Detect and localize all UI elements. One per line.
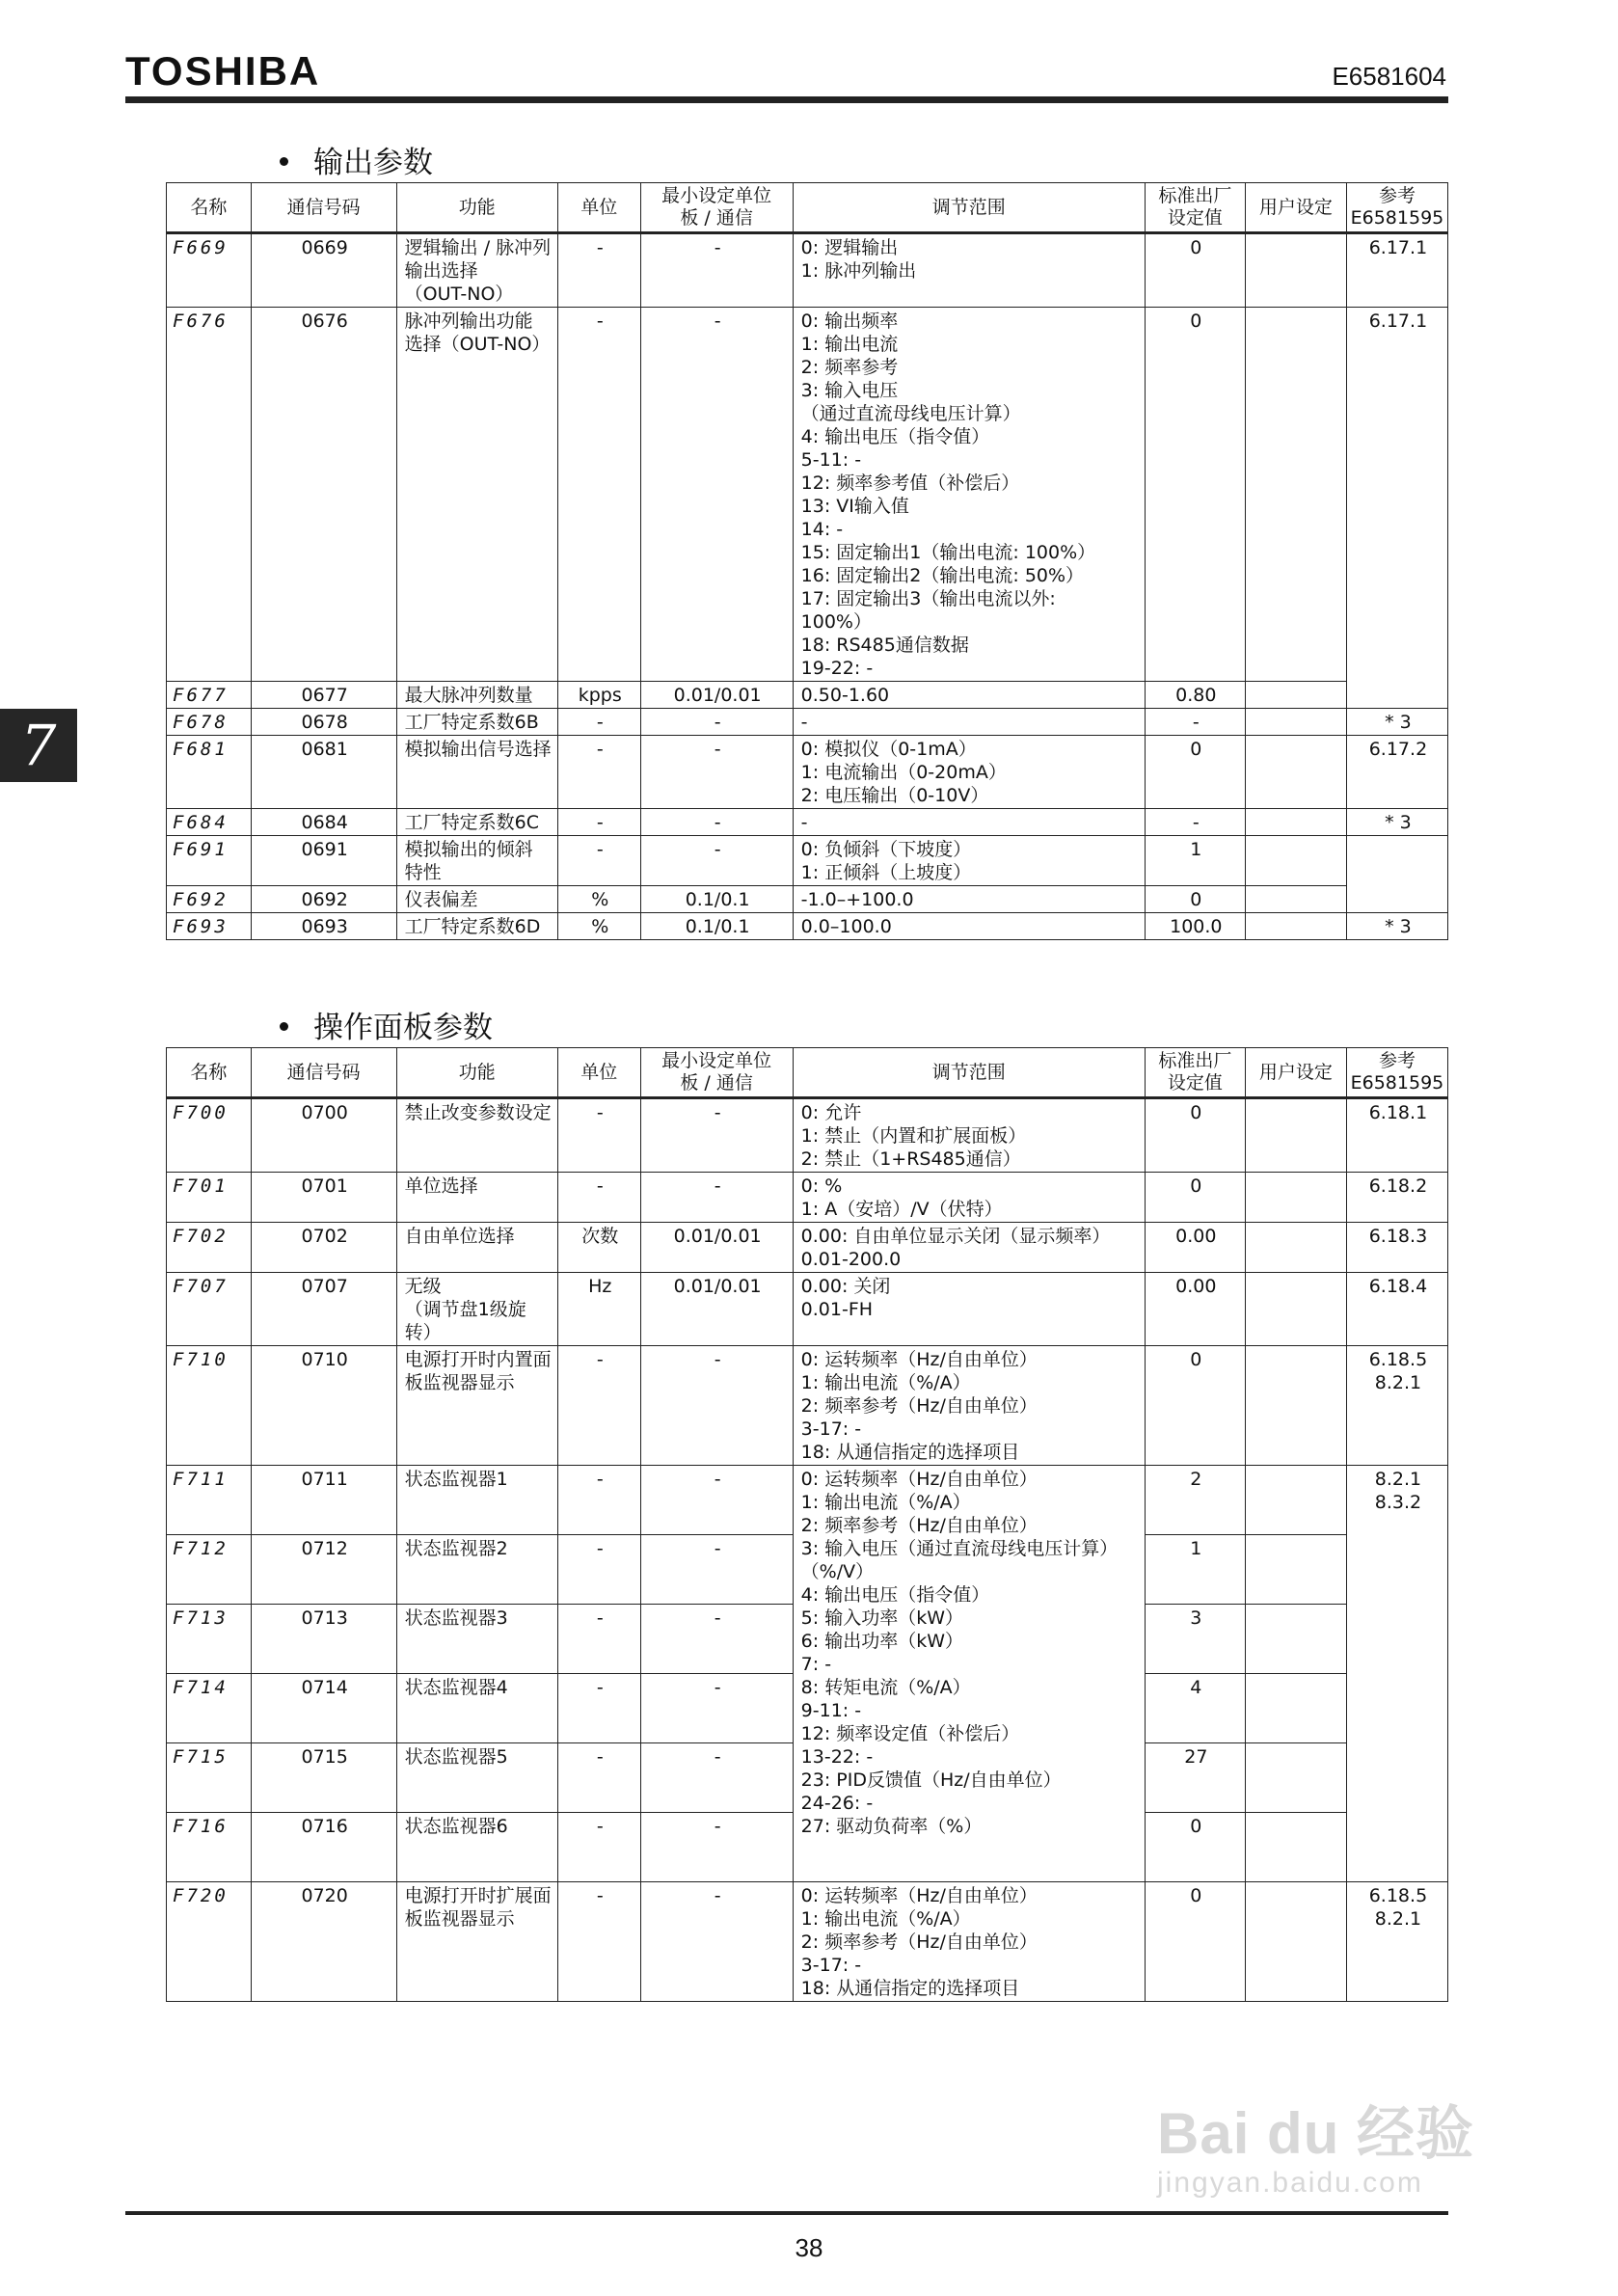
table-row: [167, 709, 1448, 736]
range-cell: 0.50-1.60: [793, 682, 1145, 709]
column-header: 标准出厂 设定值: [1145, 183, 1245, 233]
bullet-icon: [280, 1022, 288, 1031]
table-row: [167, 1273, 1448, 1346]
comm-number: 0677: [251, 682, 396, 709]
unit-cell: -: [557, 1466, 640, 1535]
range-cell: 0: 运转频率（Hz/自由单位） 1: 输出电流（%/A） 2: 频率参考（Hz/自由单位） 3-17: - 18: 从通信指定的选择项目: [793, 1882, 1145, 2002]
unit-cell: Hz: [557, 1273, 640, 1346]
param-name: F691: [167, 836, 252, 886]
unit-cell: kpps: [557, 682, 640, 709]
table-row: [167, 233, 1448, 308]
user-setting: [1245, 1098, 1346, 1173]
column-header: 参考 E6581595: [1346, 183, 1447, 233]
comm-number: 0700: [251, 1098, 396, 1173]
default-value: 0: [1145, 1098, 1245, 1173]
comm-number: 0669: [251, 233, 396, 308]
table-row: [167, 308, 1448, 682]
function-text: 状态监视器1: [396, 1466, 557, 1535]
min-unit-cell: -: [640, 809, 793, 836]
min-unit-cell: -: [640, 1743, 793, 1813]
comm-number: 0711: [251, 1466, 396, 1535]
min-unit-cell: -: [640, 1346, 793, 1466]
min-unit-cell: -: [640, 1173, 793, 1223]
output-parameter-table: [166, 182, 1448, 940]
default-value: 100.0: [1145, 913, 1245, 940]
function-text: 模拟输出信号选择: [396, 736, 557, 809]
unit-cell: %: [557, 913, 640, 940]
min-unit-cell: 0.1/0.1: [640, 913, 793, 940]
unit-cell: -: [557, 1605, 640, 1674]
range-cell: -: [793, 709, 1145, 736]
user-setting: [1245, 836, 1346, 886]
column-header: 功能: [396, 1048, 557, 1098]
column-header: 标准出厂 设定值: [1145, 1048, 1245, 1098]
param-name: F702: [167, 1223, 252, 1273]
comm-number: 0681: [251, 736, 396, 809]
reference-cell: 6.17.2: [1346, 736, 1447, 809]
reference-cell: 6.18.5 8.2.1: [1346, 1346, 1447, 1466]
column-header: 用户设定: [1245, 1048, 1346, 1098]
default-value: 27: [1145, 1743, 1245, 1813]
default-value: 0.80: [1145, 682, 1245, 709]
reference-cell: 6.17.1: [1346, 233, 1447, 308]
user-setting: [1245, 308, 1346, 682]
reference-cell: * 3: [1346, 913, 1447, 940]
table-row: [167, 682, 1448, 709]
min-unit-cell: 0.01/0.01: [640, 1273, 793, 1346]
reference-cell: * 3: [1346, 709, 1447, 736]
user-setting: [1245, 1813, 1346, 1882]
default-value: 0: [1145, 308, 1245, 682]
column-header: 参考 E6581595: [1346, 1048, 1447, 1098]
comm-number: 0693: [251, 913, 396, 940]
user-setting: [1245, 1882, 1346, 2002]
unit-cell: -: [557, 1674, 640, 1743]
unit-cell: -: [557, 1813, 640, 1882]
table-header-row: [167, 1048, 1448, 1098]
function-text: 工厂特定系数6D: [396, 913, 557, 940]
range-cell: 0: 输出频率 1: 输出电流 2: 频率参考 3: 输入电压 （通过直流母线电压计算） 4: 输出电压（指令值） 5-11: - 12: 频率参考值（补偿后） 13: VI输入值 14: - 15: 固定输出1（输出电流: 100%） 16: 固定输出2（输出电流: 50%） 17: 固定输出3（输出电流以外: 100%） 18: RS485通信数据 19-22: -: [793, 308, 1145, 682]
user-setting: [1245, 1466, 1346, 1535]
unit-cell: -: [557, 836, 640, 886]
user-setting: [1245, 682, 1346, 709]
default-value: 0.00: [1145, 1273, 1245, 1346]
min-unit-cell: -: [640, 1098, 793, 1173]
column-header: 功能: [396, 183, 557, 233]
param-name: F707: [167, 1273, 252, 1346]
unit-cell: -: [557, 809, 640, 836]
param-name: F710: [167, 1346, 252, 1466]
function-text: 状态监视器3: [396, 1605, 557, 1674]
table-row: [167, 1466, 1448, 1535]
comm-number: 0678: [251, 709, 396, 736]
table-row: [167, 836, 1448, 886]
comm-number: 0712: [251, 1535, 396, 1605]
table-row: [167, 1098, 1448, 1173]
range-cell: 0.0–100.0: [793, 913, 1145, 940]
default-value: 0.00: [1145, 1223, 1245, 1273]
min-unit-cell: -: [640, 1674, 793, 1743]
function-text: 工厂特定系数6C: [396, 809, 557, 836]
user-setting: [1245, 1743, 1346, 1813]
range-cell: 0: % 1: A（安培）/V（伏特）: [793, 1173, 1145, 1223]
min-unit-cell: 0.1/0.1: [640, 886, 793, 913]
comm-number: 0676: [251, 308, 396, 682]
range-cell: 0: 允许 1: 禁止（内置和扩展面板） 2: 禁止（1+RS485通信）: [793, 1098, 1145, 1173]
column-header: 最小设定单位 板 / 通信: [640, 183, 793, 233]
user-setting: [1245, 736, 1346, 809]
column-header: 名称: [167, 183, 252, 233]
user-setting: [1245, 809, 1346, 836]
unit-cell: -: [557, 1173, 640, 1223]
comm-number: 0692: [251, 886, 396, 913]
param-name: F678: [167, 709, 252, 736]
default-value: 0: [1145, 1346, 1245, 1466]
default-value: 4: [1145, 1674, 1245, 1743]
default-value: 1: [1145, 1535, 1245, 1605]
unit-cell: -: [557, 1346, 640, 1466]
chapter-tab: 7: [0, 709, 77, 782]
unit-cell: -: [557, 1098, 640, 1173]
baidu-watermark: [1157, 2088, 1474, 2200]
section-title-panel: [280, 1003, 493, 1046]
range-cell: -1.0–+100.0: [793, 886, 1145, 913]
unit-cell: -: [557, 1882, 640, 2002]
comm-number: 0684: [251, 809, 396, 836]
reference-cell: 8.2.1 8.3.2: [1346, 1466, 1447, 1882]
function-text: 单位选择: [396, 1173, 557, 1223]
reference-cell: 6.18.3: [1346, 1223, 1447, 1273]
param-name: F720: [167, 1882, 252, 2002]
table-row: [167, 1223, 1448, 1273]
comm-number: 0714: [251, 1674, 396, 1743]
min-unit-cell: -: [640, 233, 793, 308]
user-setting: [1245, 1346, 1346, 1466]
function-text: 禁止改变参数设定: [396, 1098, 557, 1173]
min-unit-cell: -: [640, 1466, 793, 1535]
table-row: [167, 736, 1448, 809]
comm-number: 0720: [251, 1882, 396, 2002]
comm-number: 0716: [251, 1813, 396, 1882]
default-value: 0: [1145, 736, 1245, 809]
column-header: 单位: [557, 1048, 640, 1098]
param-name: F711: [167, 1466, 252, 1535]
param-name: F693: [167, 913, 252, 940]
reference-cell: * 3: [1346, 809, 1447, 836]
table-row: [167, 1882, 1448, 2002]
range-cell: 0: 负倾斜（下坡度） 1: 正倾斜（上坡度）: [793, 836, 1145, 886]
param-name: F715: [167, 1743, 252, 1813]
column-header: 用户设定: [1245, 183, 1346, 233]
param-name: F716: [167, 1813, 252, 1882]
param-name: F713: [167, 1605, 252, 1674]
unit-cell: -: [557, 1535, 640, 1605]
table-row: [167, 809, 1448, 836]
unit-cell: -: [557, 709, 640, 736]
section-title-output-text: 输出参数: [313, 146, 433, 180]
function-text: 仪表偏差: [396, 886, 557, 913]
watermark-main: Bai du 经验: [1157, 2101, 1475, 2166]
range-cell: 0.00: 自由单位显示关闭（显示频率） 0.01-200.0: [793, 1223, 1145, 1273]
range-cell: 0: 逻辑输出 1: 脉冲列输出: [793, 233, 1145, 308]
unit-cell: -: [557, 736, 640, 809]
function-text: 自由单位选择: [396, 1223, 557, 1273]
default-value: 0: [1145, 233, 1245, 308]
param-name: F684: [167, 809, 252, 836]
column-header: 单位: [557, 183, 640, 233]
default-value: 3: [1145, 1605, 1245, 1674]
min-unit-cell: 0.01/0.01: [640, 1223, 793, 1273]
function-text: 无级 （调节盘1级旋转）: [396, 1273, 557, 1346]
table-row: [167, 913, 1448, 940]
comm-number: 0710: [251, 1346, 396, 1466]
min-unit-cell: 0.01/0.01: [640, 682, 793, 709]
user-setting: [1245, 233, 1346, 308]
param-name: F677: [167, 682, 252, 709]
range-cell: 0: 运转频率（Hz/自由单位） 1: 输出电流（%/A） 2: 频率参考（Hz/自由单位） 3: 输入电压（通过直流母线电压计算） （%/V） 4: 输出电压（指令值） 5: 输入功率（kW） 6: 输出功率（kW） 7: - 8: 转矩电流（%/A） 9-11: - 12: 频率设定值（补偿后） 13-22: - 23: PID反馈值（Hz/自由单位） 24-26: - 27: 驱动负荷率（%）: [793, 1466, 1145, 1882]
min-unit-cell: -: [640, 836, 793, 886]
param-name: F701: [167, 1173, 252, 1223]
user-setting: [1245, 1674, 1346, 1743]
comm-number: 0713: [251, 1605, 396, 1674]
table-header-row: [167, 183, 1448, 233]
param-name: F669: [167, 233, 252, 308]
comm-number: 0702: [251, 1223, 396, 1273]
brand-logo: TOSHIBA: [125, 48, 321, 94]
function-text: 状态监视器4: [396, 1674, 557, 1743]
default-value: 1: [1145, 836, 1245, 886]
table-row: [167, 1346, 1448, 1466]
default-value: -: [1145, 709, 1245, 736]
unit-cell: %: [557, 886, 640, 913]
comm-number: 0701: [251, 1173, 396, 1223]
function-text: 电源打开时扩展面 板监视器显示: [396, 1882, 557, 2002]
user-setting: [1245, 1173, 1346, 1223]
param-name: F714: [167, 1674, 252, 1743]
header-rule: [125, 96, 1448, 103]
reference-cell: 6.18.4: [1346, 1273, 1447, 1346]
min-unit-cell: -: [640, 1605, 793, 1674]
column-header: 通信号码: [251, 1048, 396, 1098]
range-cell: 0: 模拟仪（0-1mA） 1: 电流输出（0-20mA） 2: 电压输出（0-10V）: [793, 736, 1145, 809]
default-value: 0: [1145, 1173, 1245, 1223]
document-number: E6581604: [1332, 62, 1446, 91]
function-text: 逻辑输出 / 脉冲列 输出选择 （OUT-NO）: [396, 233, 557, 308]
function-text: 工厂特定系数6B: [396, 709, 557, 736]
table-row: [167, 1173, 1448, 1223]
default-value: 2: [1145, 1466, 1245, 1535]
column-header: 调节范围: [793, 183, 1145, 233]
param-name: F692: [167, 886, 252, 913]
default-value: -: [1145, 809, 1245, 836]
min-unit-cell: -: [640, 1882, 793, 2002]
section-title-panel-text: 操作面板参数: [313, 1011, 493, 1045]
function-text: 脉冲列输出功能 选择（OUT-NO）: [396, 308, 557, 682]
column-header: 通信号码: [251, 183, 396, 233]
section-title-output: [280, 138, 433, 181]
function-text: 状态监视器6: [396, 1813, 557, 1882]
user-setting: [1245, 709, 1346, 736]
comm-number: 0691: [251, 836, 396, 886]
function-text: 模拟输出的倾斜 特性: [396, 836, 557, 886]
reference-cell: [1346, 836, 1447, 913]
default-value: 0: [1145, 1813, 1245, 1882]
table-row: [167, 886, 1448, 913]
page-number: 38: [795, 2233, 823, 2262]
function-text: 电源打开时内置面 板监视器显示: [396, 1346, 557, 1466]
user-setting: [1245, 1223, 1346, 1273]
panel-parameter-table: [166, 1047, 1448, 2002]
range-cell: 0: 运转频率（Hz/自由单位） 1: 输出电流（%/A） 2: 频率参考（Hz/自由单位） 3-17: - 18: 从通信指定的选择项目: [793, 1346, 1145, 1466]
reference-cell: 6.17.1: [1346, 308, 1447, 709]
unit-cell: 次数: [557, 1223, 640, 1273]
param-name: F700: [167, 1098, 252, 1173]
default-value: 0: [1145, 1882, 1245, 2002]
min-unit-cell: -: [640, 1535, 793, 1605]
column-header: 调节范围: [793, 1048, 1145, 1098]
unit-cell: -: [557, 308, 640, 682]
column-header: 最小设定单位 板 / 通信: [640, 1048, 793, 1098]
reference-cell: 6.18.5 8.2.1: [1346, 1882, 1447, 2002]
param-name: F676: [167, 308, 252, 682]
default-value: 0: [1145, 886, 1245, 913]
user-setting: [1245, 913, 1346, 940]
range-cell: -: [793, 809, 1145, 836]
footer-rule: [125, 2211, 1448, 2215]
min-unit-cell: -: [640, 709, 793, 736]
unit-cell: -: [557, 233, 640, 308]
function-text: 状态监视器5: [396, 1743, 557, 1813]
param-name: F712: [167, 1535, 252, 1605]
unit-cell: -: [557, 1743, 640, 1813]
function-text: 状态监视器2: [396, 1535, 557, 1605]
column-header: 名称: [167, 1048, 252, 1098]
min-unit-cell: -: [640, 1813, 793, 1882]
comm-number: 0707: [251, 1273, 396, 1346]
reference-cell: 6.18.2: [1346, 1173, 1447, 1223]
watermark-sub: jingyan.baidu.com: [1157, 2167, 1423, 2199]
reference-cell: 6.18.1: [1346, 1098, 1447, 1173]
min-unit-cell: -: [640, 308, 793, 682]
param-name: F681: [167, 736, 252, 809]
min-unit-cell: -: [640, 736, 793, 809]
comm-number: 0715: [251, 1743, 396, 1813]
bullet-icon: [280, 157, 288, 166]
user-setting: [1245, 1535, 1346, 1605]
user-setting: [1245, 1605, 1346, 1674]
user-setting: [1245, 886, 1346, 913]
user-setting: [1245, 1273, 1346, 1346]
range-cell: 0.00: 关闭 0.01-FH: [793, 1273, 1145, 1346]
function-text: 最大脉冲列数量: [396, 682, 557, 709]
